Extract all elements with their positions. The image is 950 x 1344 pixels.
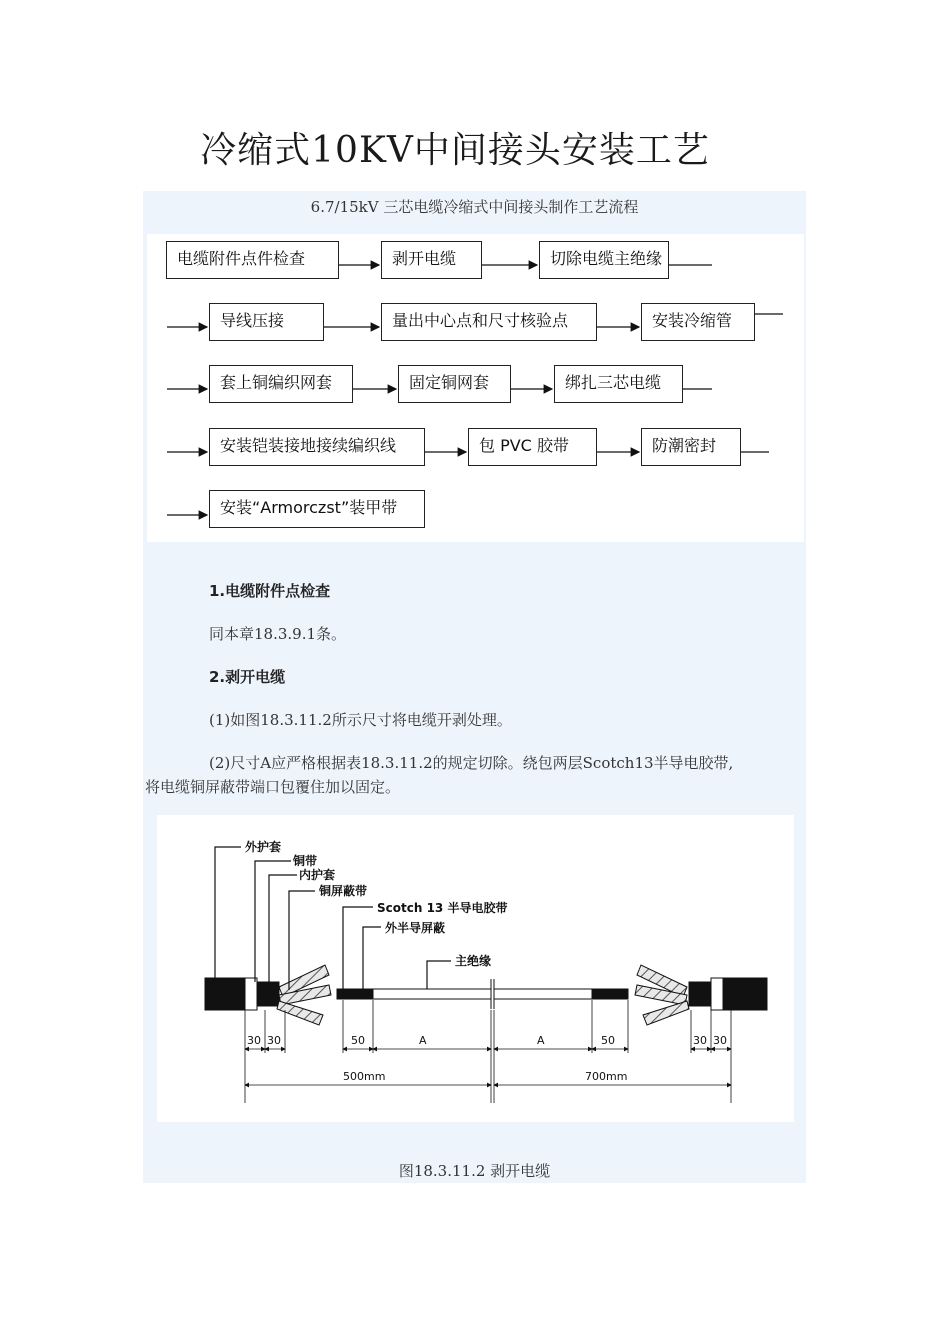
flow-step-1: 电缆附件点件检查 bbox=[166, 241, 339, 279]
dim-30-a: 30 bbox=[247, 1034, 261, 1047]
section-2-paragraph-2-line-1: (2)尺寸A应严格根据表18.3.11.2的规定切除。绕包两层Scotch13半导电胶带, bbox=[209, 754, 734, 772]
label-outer-semicon: 外半导屏蔽 bbox=[385, 921, 446, 935]
label-main-insulation: 主绝缘 bbox=[455, 954, 492, 968]
dim-700mm: 700mm bbox=[585, 1070, 628, 1083]
label-inner-sheath: 内护套 bbox=[299, 868, 336, 882]
flowchart-title: 6.7/15kV 三芯电缆冷缩式中间接头制作工艺流程 bbox=[310, 198, 639, 216]
flow-step-5: 量出中心点和尺寸核验点 bbox=[381, 303, 597, 341]
flow-step-8: 固定铜网套 bbox=[398, 365, 511, 403]
section-2-paragraph-1: (1)如图18.3.11.2所示尺寸将电缆开剥处理。 bbox=[209, 711, 512, 729]
cable-stripping-diagram bbox=[157, 815, 794, 1122]
left-cable-end bbox=[205, 965, 491, 1025]
flow-step-7: 套上铜编织网套 bbox=[209, 365, 353, 403]
figure-caption: 图18.3.11.2 剥开电缆 bbox=[398, 1162, 551, 1180]
flow-step-10: 安装铠装接地接续编织线 bbox=[209, 428, 425, 466]
document-title: 冷缩式10KV中间接头安装工艺 bbox=[200, 130, 710, 171]
dim-30-c: 30 bbox=[693, 1034, 707, 1047]
section-2-paragraph-2-line-2: 将电缆铜屏蔽带端口包覆住加以固定。 bbox=[145, 778, 401, 796]
dim-50-right: 50 bbox=[601, 1034, 615, 1047]
flow-step-3: 切除电缆主绝缘 bbox=[539, 241, 669, 279]
label-copper-tape: 铜带 bbox=[293, 854, 318, 868]
right-cable-end bbox=[494, 965, 767, 1025]
label-scotch13: Scotch 13 半导电胶带 bbox=[377, 901, 508, 915]
flow-step-2: 剥开电缆 bbox=[381, 241, 482, 279]
flow-step-11: 包 PVC 胶带 bbox=[468, 428, 597, 466]
flow-step-13: 安装“Armorczst”装甲带 bbox=[209, 490, 425, 528]
flow-step-9: 绑扎三芯电缆 bbox=[554, 365, 683, 403]
dim-a-right: A bbox=[537, 1034, 545, 1047]
section-2-heading: 2.剥开电缆 bbox=[209, 668, 286, 686]
dim-a-left: A bbox=[419, 1034, 427, 1047]
flow-step-6: 安装冷缩管 bbox=[641, 303, 755, 341]
flow-step-12: 防潮密封 bbox=[641, 428, 741, 466]
cable-diagram-svg bbox=[157, 815, 794, 1122]
section-1-body: 同本章18.3.9.1条。 bbox=[209, 625, 347, 643]
flow-step-4: 导线压接 bbox=[209, 303, 324, 341]
dim-500mm: 500mm bbox=[343, 1070, 386, 1083]
label-copper-shield: 铜屏蔽带 bbox=[319, 884, 368, 898]
section-1-heading: 1.电缆附件点检查 bbox=[209, 582, 331, 600]
dim-30-b: 30 bbox=[267, 1034, 281, 1047]
flowchart bbox=[147, 234, 804, 542]
dim-50-left: 50 bbox=[351, 1034, 365, 1047]
label-outer-sheath: 外护套 bbox=[245, 840, 282, 854]
dim-30-d: 30 bbox=[713, 1034, 727, 1047]
